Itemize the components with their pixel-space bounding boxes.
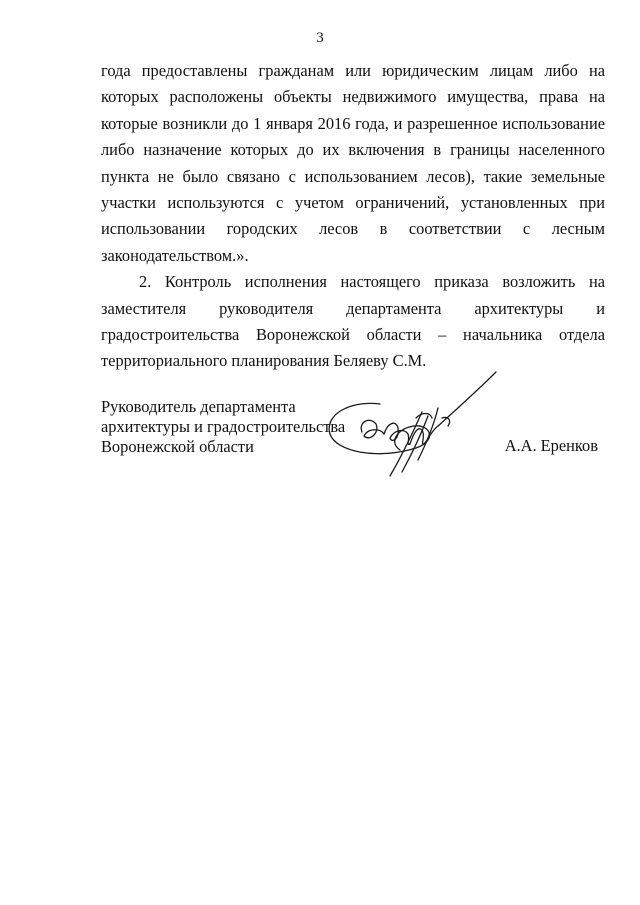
paragraph-continuation: года предоставлены гражданам или юридическим лицам либо на которых расположены объекты недвижимого имущества, права на которые возникли до 1 января 2016 года, и разрешенное использование либо назначение которых до их включения в границы населенного пункта не было связано с использованием лесов), такие земельные участки используются с учетом ограничений, установленных при использовании городских лесов в соответствии с лесным законодательством.».	[101, 61, 605, 265]
position-line: Руководитель департамента	[101, 397, 296, 416]
signatory-name: А.А. Еренков	[504, 436, 598, 455]
paragraph-item-2: 2. Контроль исполнения настоящего приказа возложить на заместителя руководителя департамента архитектуры и градостроительства Воронежской области – начальника отдела территориального планирования Беляеву С.М.	[101, 272, 605, 371]
position-line: архитектуры и градостроительства	[101, 417, 346, 436]
signatory-position	[101, 397, 345, 457]
handwritten-signature	[318, 368, 508, 480]
position-line: Воронежской области	[101, 437, 254, 456]
page-number: 3	[316, 30, 324, 46]
document-body	[101, 58, 605, 375]
